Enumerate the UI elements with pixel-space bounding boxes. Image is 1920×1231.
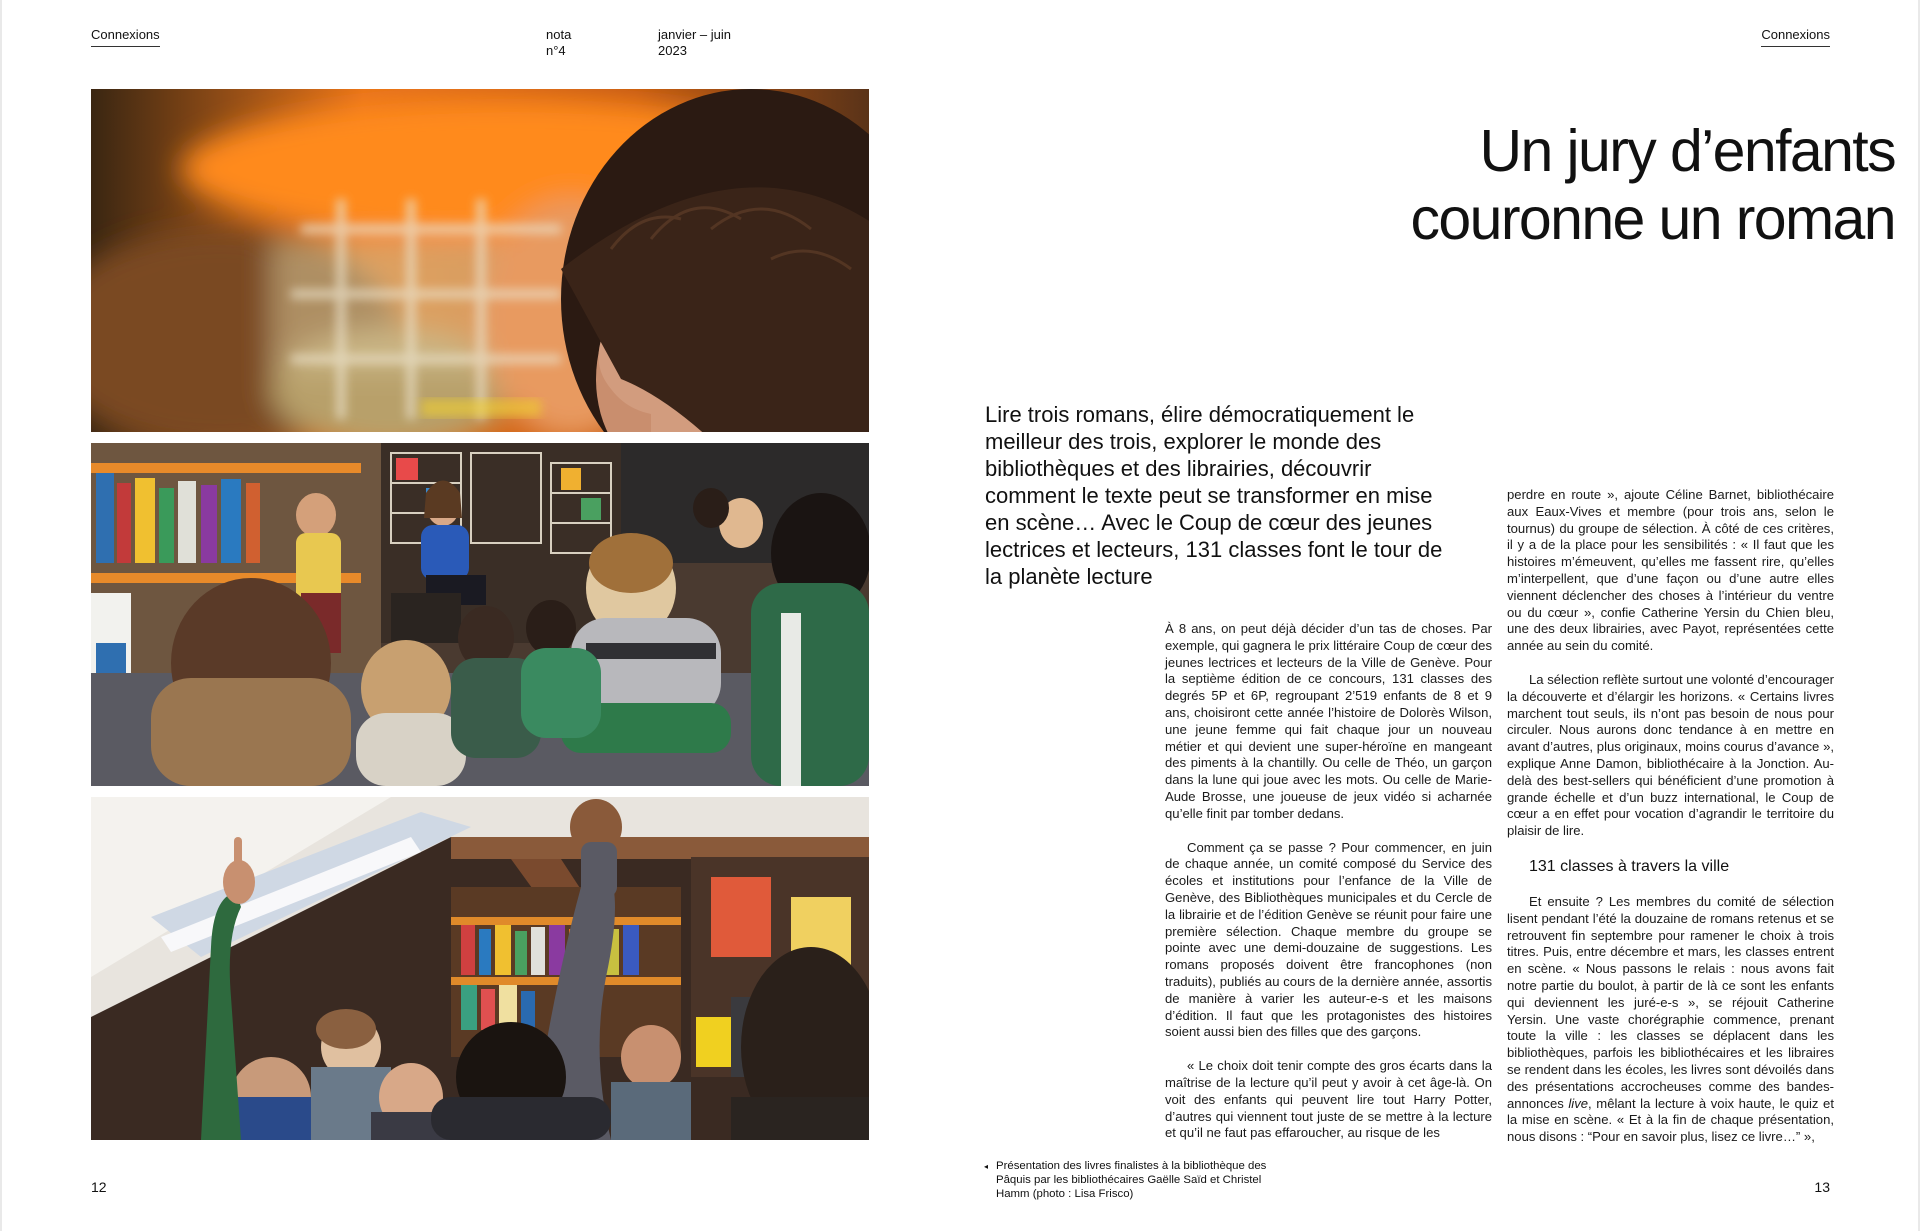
body-paragraph: « Le choix doit tenir compte des gros écarts dans la maîtrise de la lecture qu’il peut y avoir à cet âge-là. On voit des enfants qui peuvent lire tout Harry Potter, d’autres qui viennent tout juste de se mettre à la lecture et qu’il ne faut pas effaroucher, au risque de les xyxy=(1165,1058,1492,1141)
body-paragraph: La sélection reflète surtout une volonté d’encourager la découverte et d’élargir les horizons. « Certains livres marchent tout seuls, ils n’ont pas besoin de nous pour circuler. Nous aurons donc tendance à en mettre en avant d’autres, plus originaux, moins courus d’avance », explique Anne Damon, bibliothécaire à la Jonction. Au-delà des best-sellers qui bénéficient d’une promotion à grande échelle et d’un buzz international, le Coup de cœur a en effet pour vocation d’agrandir le territoire du plaisir de lire. xyxy=(1507,671,1834,839)
article-title-line-1: Un jury d’enfants xyxy=(1479,118,1895,184)
photo-children-seated-in-library xyxy=(91,443,869,786)
caption-arrow-icon: ◂ xyxy=(984,1162,989,1171)
page-edge-left xyxy=(0,0,2,1231)
issue-year: 2023 xyxy=(658,43,687,58)
issue-number: n°4 xyxy=(546,43,566,58)
body-text-italic: live xyxy=(1568,1095,1589,1111)
body-paragraph: perdre en route », ajoute Céline Barnet, bibliothécaire aux Eaux-Vives et membre (pour trois ans, selon le tournus) du groupe de sélection. À côté de ces critères, il y a de la place pour les sensibilités : « Il faut que les histoires m’émeuvent, qu’elles me fassent rire, qu’elles m’interpellent, que d’une façon ou d’une autre elles viennent déclencher des choses à l’intérieur du ventre ou du cœur », confie Catherine Yersin du Chien bleu, une des deux librairies, avec Payot, représentées cette année au sein du comité. xyxy=(1507,487,1834,654)
body-text: , mêlant la lecture à voix haute, le quiz et la mise en scène. « Et à la fin de chaque présentation, nous disons : “Pour en savoir plus, lisez ce livre…” », xyxy=(1507,1095,1834,1145)
photo-closeup-woman-profile xyxy=(91,89,869,432)
photo-caption xyxy=(984,1159,1274,1201)
article-title-line-2: couronne un roman xyxy=(1410,186,1895,252)
body-paragraph xyxy=(1507,894,1834,1146)
section-subheading: 131 classes à travers la ville xyxy=(1529,857,1730,875)
issue-name: nota xyxy=(546,27,572,42)
body-column-2 xyxy=(1507,487,1834,1146)
body-paragraph: Comment ça se passe ? Pour commencer, en juin de chaque année, un comité composé du Service des écoles et institutions pour l’enfance de la Ville de Genève, des Bibliothèques municipales et du Cercle de la librairie et de l’édition Genève se réunit pour faire une première sélection. Chaque membre du groupe se pointe avec une demi-douzaine de suggestions. Les romans proposés doivent être francophones (non traduits), publiés au cours de la dernière année, assortis de manière à varier les auteur-e-s et les maisons d’édition. Il faut que les protagonistes des histoires soient aussi bien des filles que des garçons. xyxy=(1165,839,1492,1040)
photo-children-raising-hands xyxy=(91,797,869,1140)
page-number-left: 12 xyxy=(91,1179,107,1195)
running-head-left: Connexions xyxy=(91,27,160,47)
body-column-1 xyxy=(1165,621,1492,1142)
issue-period xyxy=(658,27,731,59)
article-lede: Lire trois romans, élire démocratiquement le meilleur des trois, explorer le monde des bibliothèques et des librairies, découvrir comment le texte peut se transformer en mise en scène… Avec le Coup de cœur des jeunes lectrices et lecteurs, 131 classes font le tour de la planète lecture xyxy=(985,402,1443,589)
article-title xyxy=(1195,117,1895,253)
issue-label xyxy=(546,27,571,59)
body-text: Et ensuite ? Les membres du comité de sélection lisent pendant l’été la douzaine de romans retenus et se retrouvent fin septembre pour ramener le choix à trois titres. Puis, entre décembre et mars, les classes entrent en scène. « Nous passons le relais : nous avons fait notre partie du boulot, à partir de là ce sont les enfants qui deviennent les juré-e-s », se réjouit Catherine Yersin. Une vaste chorégraphie commence, prenant toute la ville : les classes se déplacent dans les bibliothèques, parfois les bibliothécaires et les libraires se rendent dans les écoles, les livres sont dévoilés dans des présentations accrocheuses comme des bandes-annonces xyxy=(1507,893,1834,1111)
body-paragraph: À 8 ans, on peut déjà décider d’un tas de choses. Par exemple, qui gagnera le prix littéraire Coup de cœur des jeunes lectrices et lecteurs de la Ville de Genève. Pour la septième édition de ce concours, 131 classes des degrés 5P et 6P, regroupant 2’519 enfants de 8 et 9 ans, choisiront cette année l’histoire de Dolorès Wilson, une jeune femme qui fait chaque jour un nouveau métier et qui devient une super-héroïne en mangeant des piments à la chantilly. Ou celle de Théo, un garçon dans la lune qui joue avec les mots. Ou celle de Marie-Aude Brosse, une joueuse de jeux vidéo si acharnée qu’elle finit par tomber dedans. xyxy=(1165,621,1492,821)
page-number-right: 13 xyxy=(1814,1179,1830,1195)
caption-text: Présentation des livres finalistes à la bibliothèque des Pâquis par les bibliothécaires Gaëlle Saïd et Christel Hamm (photo : Lisa Frisco) xyxy=(996,1160,1267,1200)
issue-months: janvier – juin xyxy=(658,27,731,42)
running-head-right: Connexions xyxy=(1761,27,1830,47)
